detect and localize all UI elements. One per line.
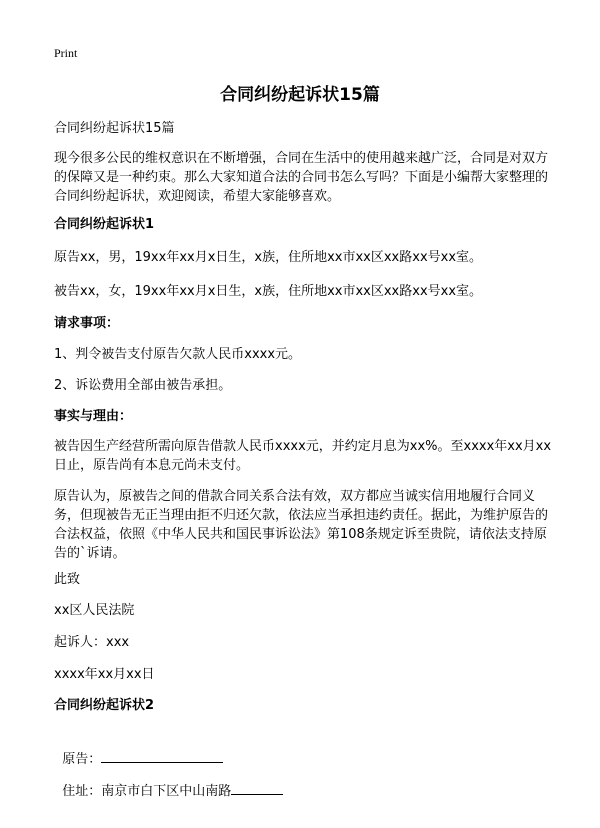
address-label: 住址：: [62, 784, 102, 799]
section1-heading: 合同纠纷起诉状1: [54, 217, 155, 232]
date: xxxx年xx月xx日: [54, 667, 155, 682]
section2-heading: 合同纠纷起诉状2: [54, 698, 155, 713]
document-title: 合同纠纷起诉状15篇: [220, 85, 380, 105]
intro-paragraph: 现今很多公民的维权意识在不断增强，合同在生活中的使用越来越广泛，合同是对双方的保障又是一种约束。那么大家知道合法的合同书怎么写吗？下面是小编帮大家整理的合同纠纷起诉状，欢迎阅读，希望大家能够喜欢。: [54, 151, 549, 204]
address-blank: [231, 780, 283, 795]
facts-heading: 事实与理由：: [54, 409, 133, 424]
address-row: [54, 761, 554, 801]
claim-item-1: 1、判令被告支付原告欠款人民币xxxx元。: [54, 347, 302, 362]
facts-paragraph-2: 原告认为，原被告之间的借款合同关系合法有效，双方都应当诚实信用地履行合同义务，但现被告无正当理由拒不归还欠款，依法应当承担违约责任。据此，为维护原告的合法权益，依照《中华人民共和国民事诉讼法》第108条规定诉至贵院，请依法支持原告的`诉请。: [54, 489, 549, 561]
plaintiff-info: 原告xx，男，19xx年xx月x日生，x族，住所地xx市xx区xx路xx号xx室。: [54, 250, 483, 265]
facts-paragraph-1: 被告因生产经营所需向原告借款人民币xxxx元，并约定月息为xx%。至xxxx年xx月xx日止，原告尚有本息元尚未支付。: [54, 439, 552, 473]
plaintiff2-label: 原告：: [62, 752, 102, 767]
claims-heading: 请求事项：: [54, 316, 120, 331]
closing-salutation: 此致: [54, 572, 81, 587]
defendant-info: 被告xx，女，19xx年xx月x日生，x族，住所地xx市xx区xx路xx号xx室。: [54, 284, 483, 299]
claim-item-2: 2、诉讼费用全部由被告承担。: [54, 378, 232, 393]
document-subtitle: 合同纠纷起诉状15篇: [54, 121, 175, 136]
signer: 起诉人：xxx: [54, 635, 130, 650]
court-name: xx区人民法院: [54, 603, 135, 618]
address-value: 南京市白下区中山南路: [101, 784, 232, 799]
print-link[interactable]: Print: [54, 46, 78, 60]
